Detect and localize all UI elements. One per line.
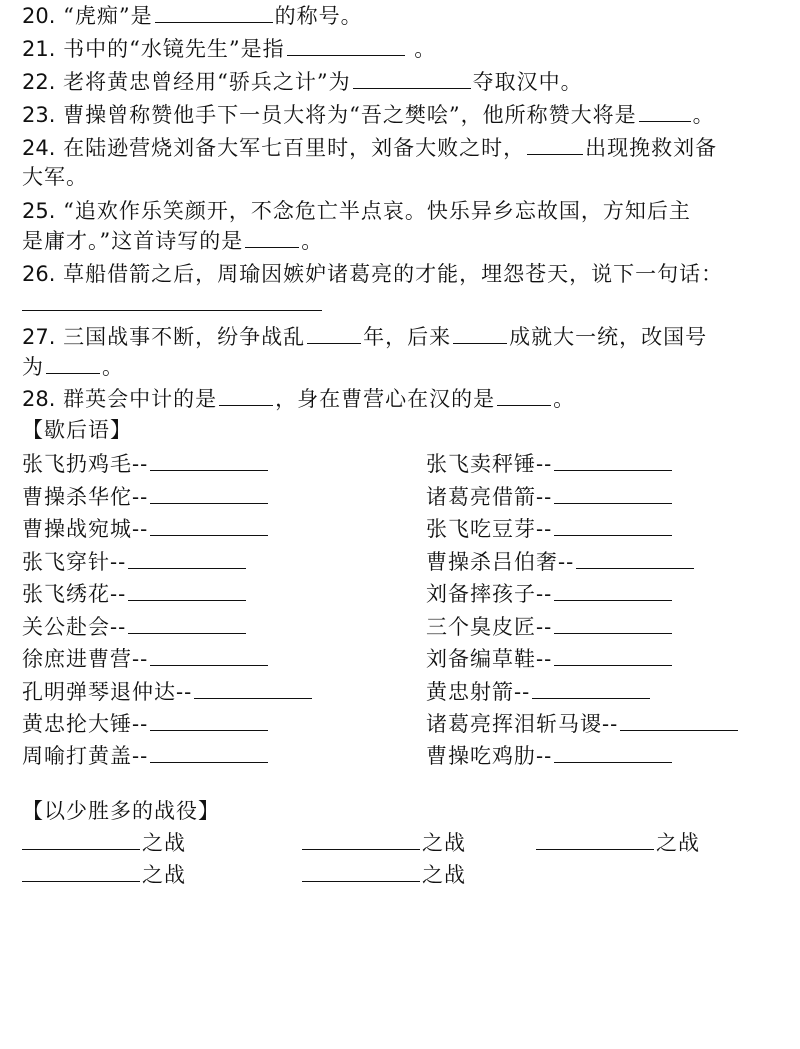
battle-item [302,829,466,857]
question-27-continuation [22,353,124,381]
answer-blank[interactable] [287,35,405,56]
xiehouyu-left-text: 曹操战宛城-- [22,517,149,541]
answer-blank[interactable] [527,134,583,155]
answer-blank[interactable] [150,450,268,471]
battle-suffix: 之战 [656,831,700,855]
xiehouyu-left-item [22,548,248,576]
xiehouyu-left-item [22,645,270,673]
answer-blank[interactable] [302,861,420,882]
question-text: 三国战事不断，纷争战乱 [63,325,306,349]
question-20 [22,2,363,30]
xiehouyu-left-item [22,710,270,738]
question-number: 25. [22,199,56,223]
question-text-cont: 为 [22,355,44,379]
answer-blank[interactable] [576,548,694,569]
xiehouyu-right-text: 诸葛亮挥泪斩马谡-- [426,712,619,736]
answer-blank[interactable] [554,483,672,504]
answer-blank[interactable] [128,580,246,601]
xiehouyu-right-text: 曹操吃鸡肋-- [426,744,553,768]
question-number: 21. [22,37,56,61]
question-text: 老将黄忠曾经用“骄兵之计”为 [63,70,351,94]
question-number: 28. [22,387,56,411]
question-text-mid: 年，后来 [363,325,452,349]
answer-blank[interactable] [639,101,691,122]
xiehouyu-right-text: 张飞吃豆芽-- [426,517,553,541]
xiehouyu-left-text: 张飞绣花-- [22,582,127,606]
battle-suffix: 之战 [142,831,186,855]
battle-item [22,829,186,857]
answer-blank[interactable] [128,548,246,569]
xiehouyu-right-item [426,580,674,608]
question-number: 22. [22,70,56,94]
answer-blank[interactable] [353,68,471,89]
xiehouyu-left-item [22,450,270,478]
xiehouyu-right-text: 刘备编草鞋-- [426,647,553,671]
battle-suffix: 之战 [422,831,466,855]
question-number: 20. [22,4,56,28]
xiehouyu-left-text: 张飞扔鸡毛-- [22,452,149,476]
answer-blank[interactable] [150,710,268,731]
xiehouyu-right-text: 刘备摔孩子-- [426,582,553,606]
answer-blank[interactable] [554,515,672,536]
question-24-continuation [22,163,88,191]
answer-blank[interactable] [620,710,738,731]
answer-blank[interactable] [128,613,246,634]
xiehouyu-right-item [426,483,674,511]
question-25 [22,197,691,225]
xiehouyu-left-text: 周喻打黄盖-- [22,744,149,768]
question-text-end: 。 [301,229,324,253]
question-number: 26. [22,262,56,286]
xiehouyu-right-text: 三个臭皮匠-- [426,615,553,639]
question-text-cont: 是庸才。”这首诗写的是 [22,229,244,253]
answer-blank[interactable] [150,645,268,666]
xiehouyu-left-text: 曹操杀华佗-- [22,485,149,509]
battles-heading: 【以少胜多的战役】 [22,799,220,823]
question-text-mid: 成就大一统，改国号 [509,325,708,349]
question-28 [22,385,575,413]
question-text-end: 。 [553,387,576,411]
answer-blank[interactable] [219,385,273,406]
question-text: 书中的“水镜先生”是指 [63,37,285,61]
answer-blank[interactable] [150,483,268,504]
answer-blank[interactable] [150,515,268,536]
answer-blank[interactable] [453,323,507,344]
question-text-end: 的称号。 [274,4,363,28]
xiehouyu-heading: 【歇后语】 [22,418,132,442]
answer-blank[interactable] [150,742,268,763]
battle-suffix: 之战 [422,863,466,887]
xiehouyu-right-item [426,515,674,543]
question-number: 27. [22,325,56,349]
xiehouyu-left-text: 黄忠抡大锤-- [22,712,149,736]
xiehouyu-right-item [426,645,674,673]
question-text: 草船借箭之后，周瑜因嫉妒诸葛亮的才能，埋怨苍天，说下一句话： [63,262,724,286]
answer-blank[interactable] [22,290,322,311]
battle-item [536,829,700,857]
answer-blank[interactable] [532,678,650,699]
xiehouyu-right-item [426,613,674,641]
question-22 [22,68,583,96]
question-23 [22,101,715,129]
question-25-continuation [22,227,323,255]
question-text-end: 。 [406,37,437,61]
answer-blank[interactable] [307,323,361,344]
question-text: “追欢作乐笑颜开，不念危亡半点哀。快乐异乡忘故国，方知后主 [63,199,691,223]
battle-item [302,861,466,889]
xiehouyu-right-item [426,742,674,770]
xiehouyu-right-text: 诸葛亮借箭-- [426,485,553,509]
answer-blank[interactable] [554,450,672,471]
xiehouyu-right-item [426,548,696,576]
xiehouyu-right-text: 曹操杀吕伯奢-- [426,550,575,574]
xiehouyu-right-item [426,678,652,706]
question-text-end: 夺取汉中。 [472,70,583,94]
answer-blank[interactable] [194,678,312,699]
question-24 [22,134,717,162]
xiehouyu-left-text: 孔明弹琴退仲达-- [22,680,193,704]
question-26-answer-line [22,290,324,318]
xiehouyu-right-text: 黄忠射箭-- [426,680,531,704]
question-text-mid: ，身在曹营心在汉的是 [275,387,496,411]
xiehouyu-left-item [22,483,270,511]
xiehouyu-right-item [426,710,740,738]
xiehouyu-left-text: 徐庶进曹营-- [22,647,149,671]
answer-blank[interactable] [22,861,140,882]
answer-blank[interactable] [497,385,551,406]
question-text: 曹操曾称赞他手下一员大将为“吾之樊哙”，他所称赞大将是 [63,103,637,127]
question-text: 群英会中计的是 [63,387,218,411]
xiehouyu-left-item [22,613,248,641]
answer-blank[interactable] [22,829,140,850]
question-text-end: 。 [102,355,124,379]
question-number: 23. [22,103,56,127]
question-number: 24. [22,136,56,160]
question-text-end: 出现挽救刘备 [585,136,718,160]
answer-blank[interactable] [554,613,672,634]
question-27 [22,323,707,351]
answer-blank[interactable] [554,580,672,601]
question-text: 在陆逊营烧刘备大军七百里时，刘备大败之时， [63,136,526,160]
answer-blank[interactable] [554,645,672,666]
answer-blank[interactable] [46,353,100,374]
answer-blank[interactable] [536,829,654,850]
battle-suffix: 之战 [142,863,186,887]
question-21 [22,35,436,63]
answer-blank[interactable] [245,227,299,248]
xiehouyu-left-item [22,580,248,608]
battle-item [22,861,186,889]
answer-blank[interactable] [554,742,672,763]
question-text: “虎痴”是 [63,4,153,28]
xiehouyu-left-item [22,515,270,543]
question-26 [22,260,723,288]
xiehouyu-left-text: 张飞穿针-- [22,550,127,574]
xiehouyu-left-item [22,742,270,770]
xiehouyu-right-text: 张飞卖秤锤-- [426,452,553,476]
xiehouyu-right-item [426,450,674,478]
question-text-cont: 大军。 [22,165,88,189]
answer-blank[interactable] [302,829,420,850]
xiehouyu-left-text: 关公赴会-- [22,615,127,639]
answer-blank[interactable] [155,2,273,23]
xiehouyu-left-item [22,678,314,706]
question-text-end: 。 [692,103,715,127]
